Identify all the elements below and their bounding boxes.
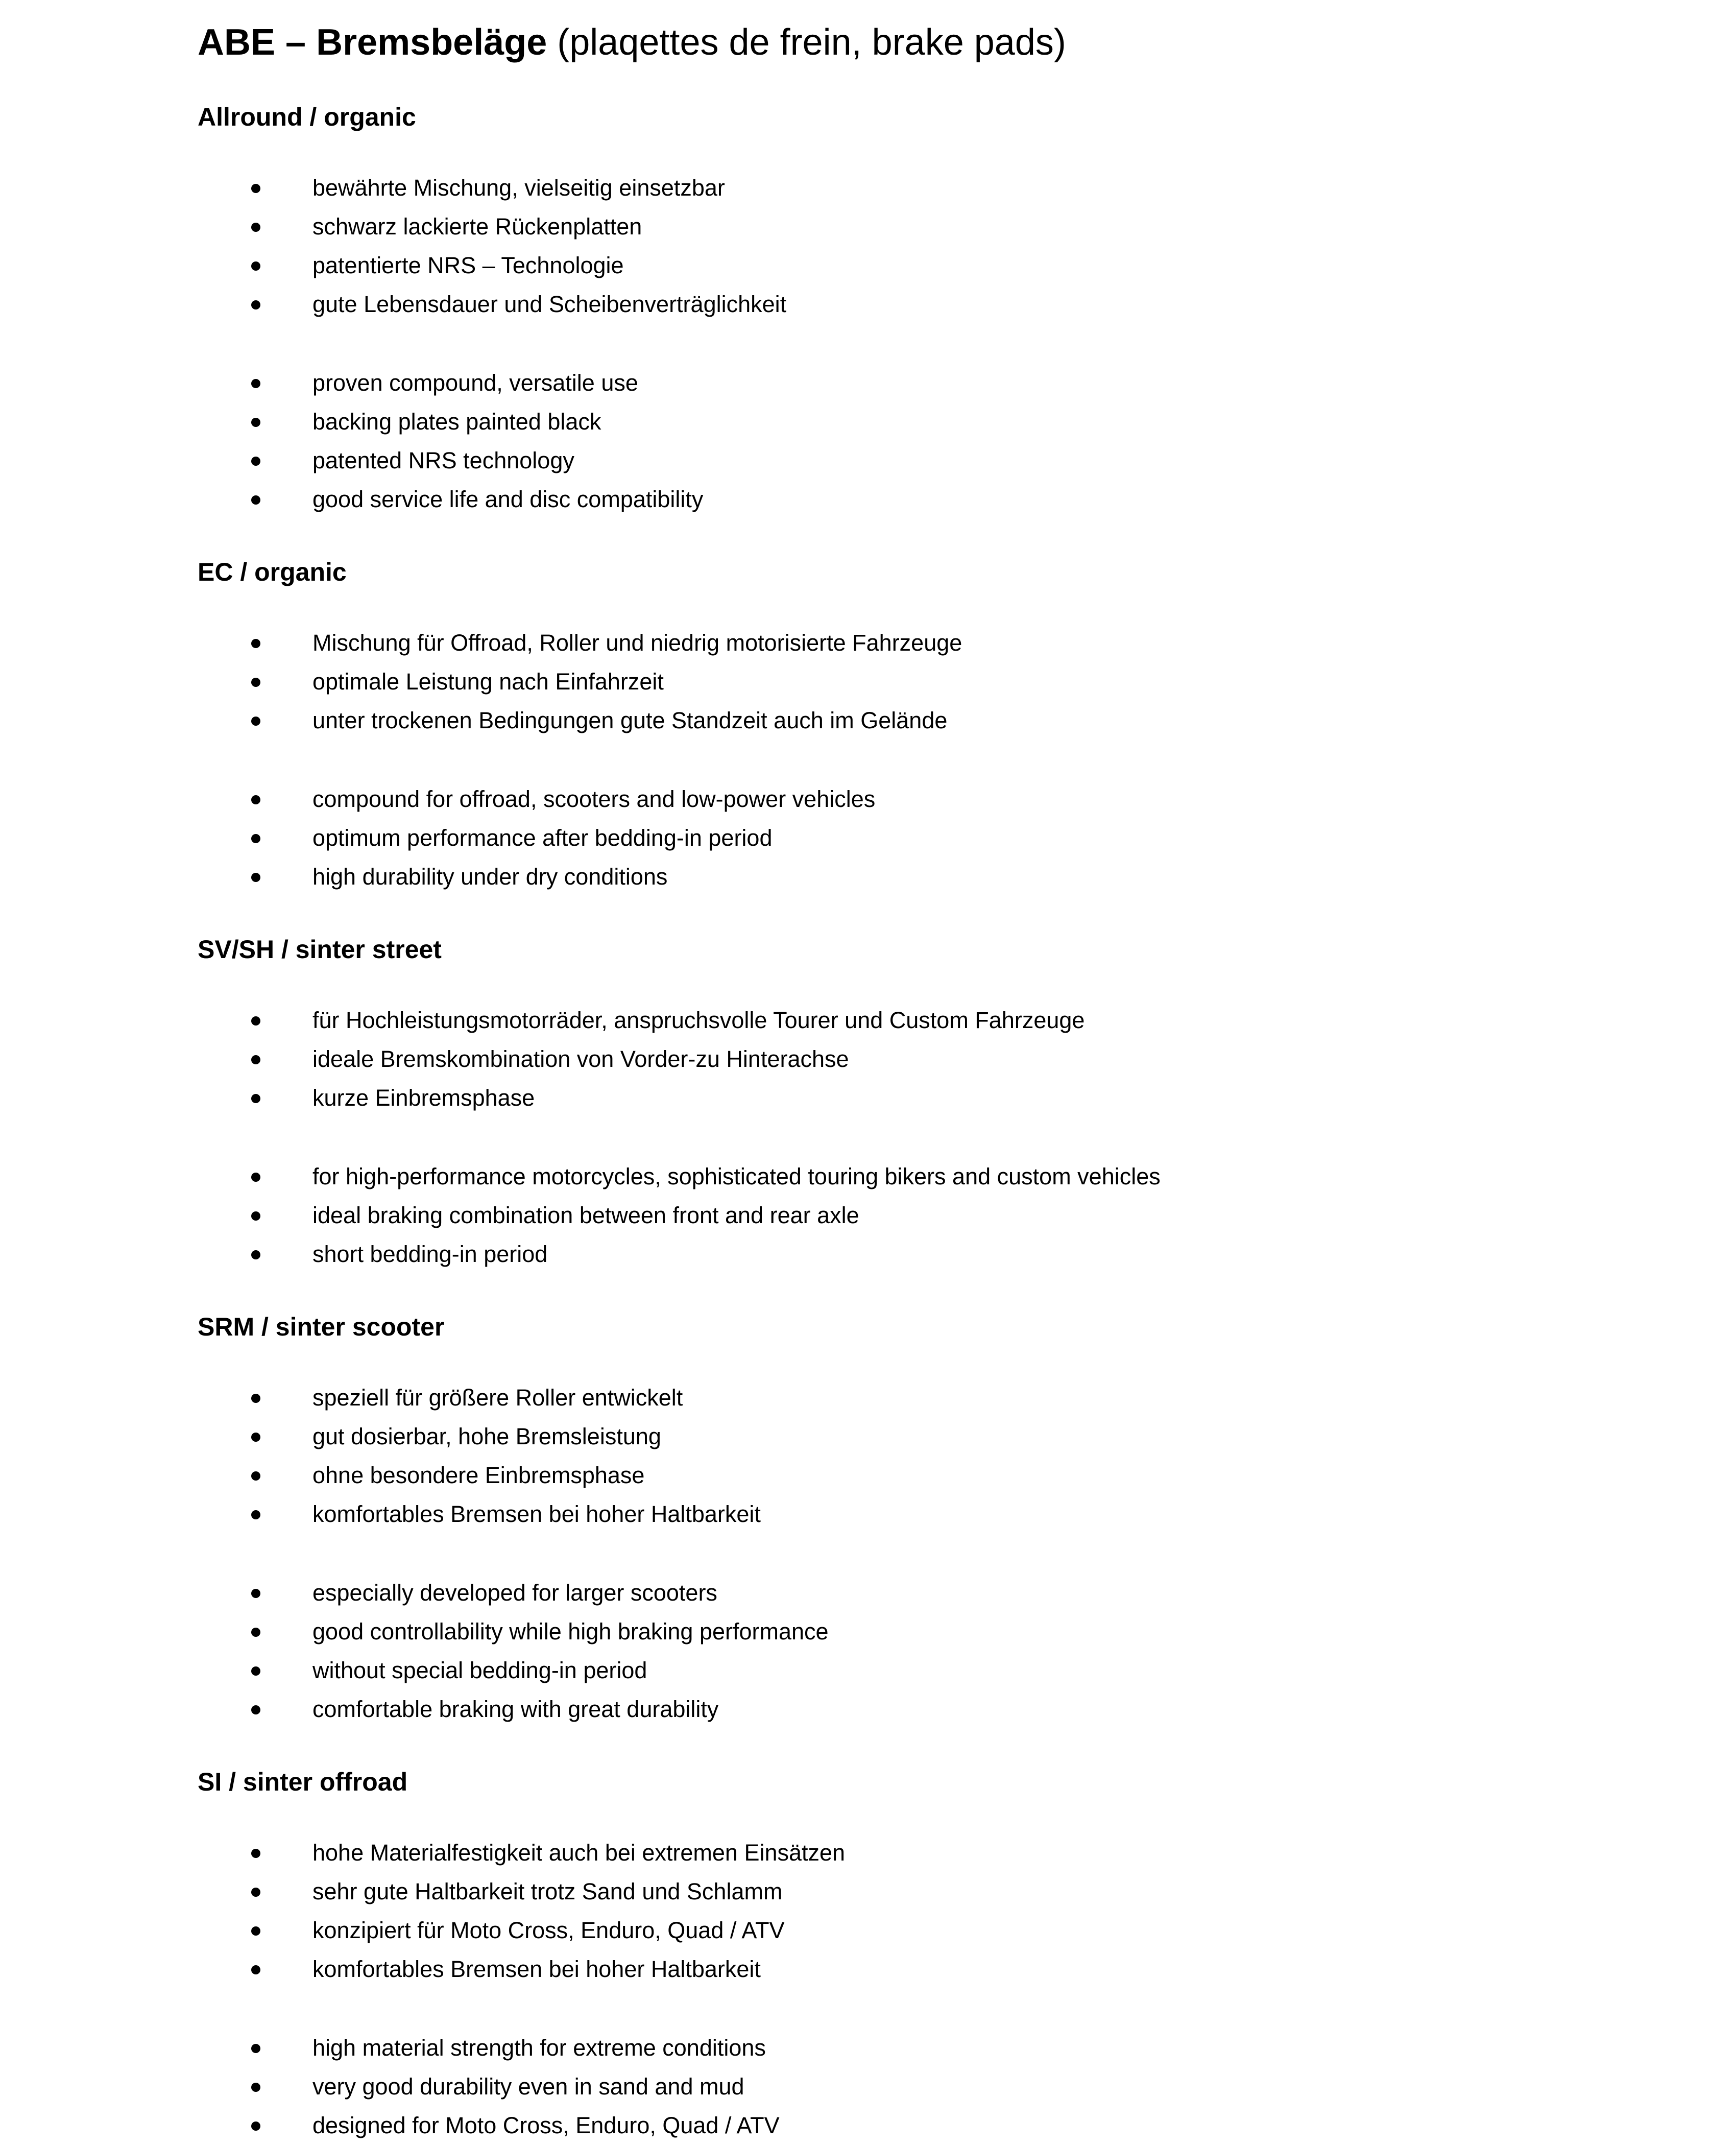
bullet-item: konzipiert für Moto Cross, Enduro, Quad / ATV (198, 1911, 1654, 1950)
section-heading-svsh-sinter-street: SV/SH / sinter street (198, 935, 442, 964)
section-heading-srm-sinter-scooter: SRM / sinter scooter (198, 1313, 445, 1341)
bullet-item: für Hochleistungsmotorräder, anspruchsvolle Tourer und Custom Fahrzeuge (198, 1001, 1654, 1040)
bullet-list-en (198, 780, 1654, 896)
bullet-item: high durability under dry conditions (198, 857, 1654, 896)
bullet-item: short bedding-in period (198, 1235, 1654, 1274)
page-title-main: ABE – Bremsbeläge (198, 22, 547, 63)
bullet-item: unter trockenen Bedingungen gute Standzeit auch im Gelände (198, 701, 1654, 740)
bullet-item: hohe Materialfestigkeit auch bei extremen Einsätzen (198, 1833, 1654, 1872)
bullet-item: ideale Bremskombination von Vorder-zu Hinterachse (198, 1040, 1654, 1079)
bullet-list-de (198, 169, 1654, 324)
bullet-item: optimum performance after bedding-in period (198, 819, 1654, 857)
bullet-list-en (198, 364, 1654, 519)
page-title (198, 19, 1654, 65)
bullet-list-en (198, 1574, 1654, 1729)
bullet-item: Mischung für Offroad, Roller und niedrig motorisierte Fahrzeuge (198, 624, 1654, 662)
bullet-list-de (198, 1833, 1654, 1989)
bullet-list-de (198, 624, 1654, 740)
bullet-item: patentierte NRS – Technologie (198, 246, 1654, 285)
bullet-item: for high-performance motorcycles, sophisticated touring bikers and custom vehicles (198, 1157, 1654, 1196)
bullet-item: comfortable braking with great durability (198, 1690, 1654, 1729)
bullet-item: komfortables Bremsen bei hoher Haltbarkeit (198, 1950, 1654, 1989)
bullet-item: kurze Einbremsphase (198, 1079, 1654, 1117)
bullet-list-de (198, 1378, 1654, 1534)
bullet-item: very good durability even in sand and mud (198, 2067, 1654, 2106)
bullet-list-de (198, 1001, 1654, 1117)
bullet-item: optimale Leistung nach Einfahrzeit (198, 662, 1654, 701)
bullet-item: patented NRS technology (198, 441, 1654, 480)
bullet-item: proven compound, versatile use (198, 364, 1654, 402)
bullet-item: gute Lebensdauer und Scheibenverträglichkeit (198, 285, 1654, 324)
bullet-item: good controllability while high braking performance (198, 1612, 1654, 1651)
section-heading-si-sinter-offroad: SI / sinter offroad (198, 1768, 408, 1796)
bullet-item: sehr gute Haltbarkeit trotz Sand und Schlamm (198, 1872, 1654, 1911)
bullet-item: high material strength for extreme conditions (198, 2029, 1654, 2067)
section-heading-ec-organic: EC / organic (198, 558, 347, 586)
bullet-item: speziell für größere Roller entwickelt (198, 1378, 1654, 1417)
bullet-item: komfortables Bremsen bei hoher Haltbarkeit (198, 1495, 1654, 1534)
bullet-list-en (198, 1157, 1654, 1274)
section-heading-allround-organic: Allround / organic (198, 103, 416, 131)
bullet-item: especially developed for larger scooters (198, 1574, 1654, 1612)
bullet-item: ohne besondere Einbremsphase (198, 1456, 1654, 1495)
bullet-item: backing plates painted black (198, 402, 1654, 441)
bullet-item: designed for Moto Cross, Enduro, Quad / ATV (198, 2106, 1654, 2145)
bullet-list-en (198, 2029, 1654, 2145)
bullet-item: gut dosierbar, hohe Bremsleistung (198, 1417, 1654, 1456)
bullet-item: schwarz lackierte Rückenplatten (198, 207, 1654, 246)
bullet-item: compound for offroad, scooters and low-power vehicles (198, 780, 1654, 819)
bullet-item: without special bedding-in period (198, 1651, 1654, 1690)
bullet-item: ideal braking combination between front and rear axle (198, 1196, 1654, 1235)
page-title-subtitle: (plaqettes de frein, brake pads) (547, 22, 1066, 63)
bullet-item: bewährte Mischung, vielseitig einsetzbar (198, 169, 1654, 207)
bullet-item: good service life and disc compatibility (198, 480, 1654, 519)
